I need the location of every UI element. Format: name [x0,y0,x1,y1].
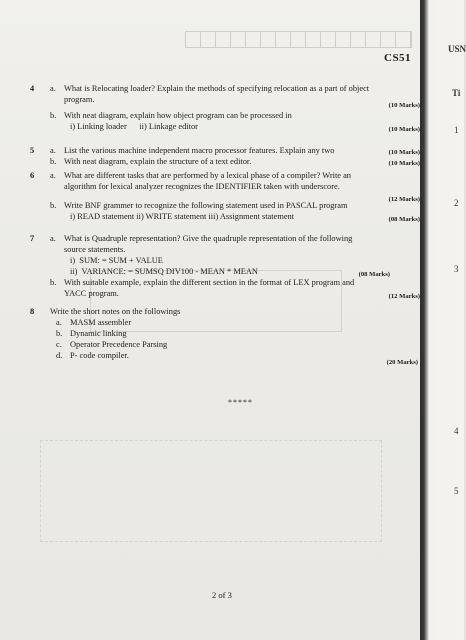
usn-box-ghost [185,31,412,48]
subject-code: CS51 [384,52,412,64]
question-text: Operator Precedence Parsing [70,340,168,349]
question-8 [30,307,420,377]
question-text: program. [64,95,95,104]
part-label: a. [50,234,56,243]
bleed-block-ghost [40,440,382,542]
side-number: 5 [454,486,459,496]
part-label: a. [50,84,56,93]
page-number: 2 of 3 [212,590,232,600]
side-number: 3 [454,264,459,274]
part-label: a. [50,146,56,155]
marks: (08 Marks) [388,216,420,223]
part-label: a. [50,171,56,180]
side-number: 4 [454,426,459,436]
question-7 [30,234,420,314]
question-text: i) READ statement ii) WRITE statement iii) Assignment statement [70,212,295,221]
end-marker: ***** [228,398,253,407]
question-number: 8 [30,307,35,316]
question-text: Write BNF grammer to recognize the following statement used in PASCAL program [64,201,348,210]
question-text: algorithm for lexical analyzer recognizes the IDENTIFIER taken with underscore. [64,182,340,191]
question-number: 6 [30,171,35,180]
side-tab: Ti [452,88,461,98]
part-label: b. [50,201,57,210]
marks: (12 Marks) [388,196,420,203]
question-text: List the various machine independent macro processor features. Explain any two [64,146,335,155]
part-label: a. [56,318,62,327]
question-text: With suitable example, explain the different section in the format of LEX program and [64,278,355,287]
question-text: source statements. [64,245,126,254]
question-text: MASM assembler [70,318,132,327]
question-text: i) Linking loader ii) Linkage editor [70,122,198,131]
question-text: With neat diagram, explain the structure of a text editor. [64,157,252,166]
marks: (08 Marks) [358,271,390,278]
marks: (10 Marks) [388,102,420,109]
marks: (10 Marks) [388,160,420,167]
question-number: 7 [30,234,35,243]
question-text: What are different tasks that are performed by a lexical phase of a compiler? Write an [64,171,351,180]
side-number: 2 [454,198,459,208]
question-intro: Write the short notes on the followings [50,307,181,316]
side-number: 1 [454,125,459,135]
question-text: Dynamic linking [70,329,127,338]
question-number: 4 [30,84,35,93]
marks: (10 Marks) [388,126,420,133]
question-text: i) SUM: = SUM + VALUE [70,256,163,265]
question-text: ii) VARIANCE: = SUMSQ DIV100 - MEAN * MEAN [70,267,258,276]
part-label: b. [56,329,63,338]
question-text: P- code compiler. [70,351,129,360]
part-label: b. [50,111,57,120]
question-text: With neat diagram, explain how object program can be processed in [64,111,292,120]
question-number: 5 [30,146,35,155]
part-label: c. [56,340,62,349]
question-text: YACC program. [64,289,119,298]
question-text: What is Quadruple representation? Give the quadruple representation of the following [64,234,353,243]
marks: (10 Marks) [388,149,420,156]
question-text: What is Relocating loader? Explain the methods of specifying relocation as a part of object [64,84,370,93]
part-label: b. [50,278,57,287]
side-usn: USN [448,44,466,54]
marks: (20 Marks) [386,359,418,366]
part-label: d. [56,351,63,360]
part-label: b. [50,157,57,166]
next-page-edge [420,0,464,640]
marks: (12 Marks) [388,293,420,300]
